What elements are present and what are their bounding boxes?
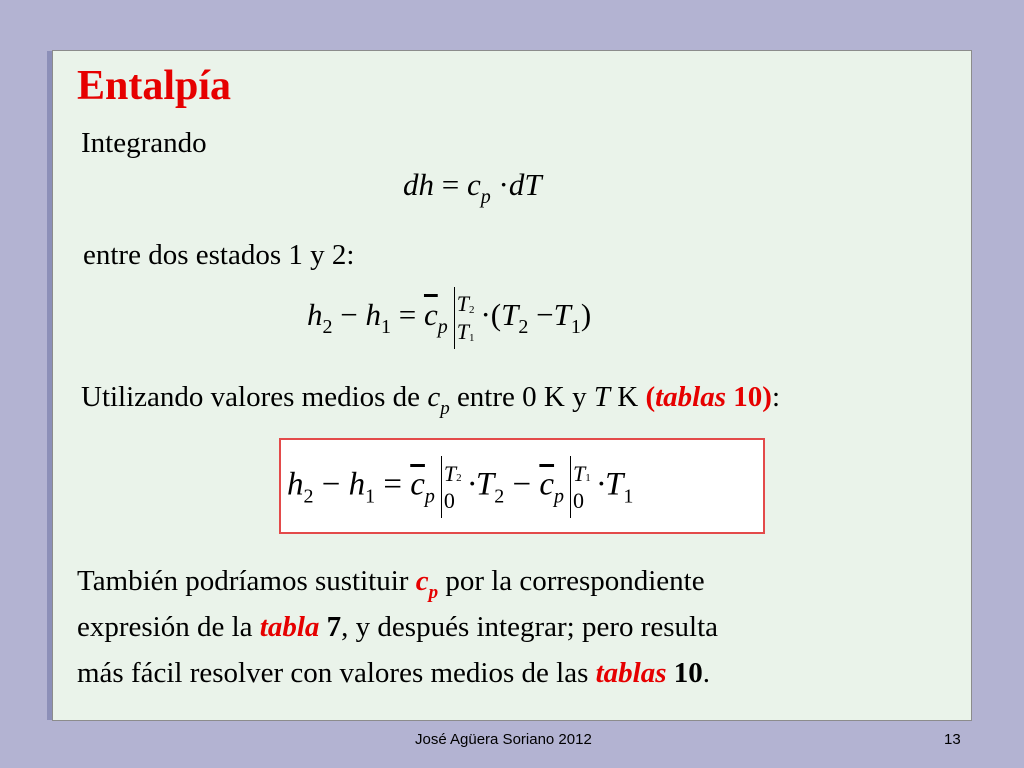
highlighted-equation-box <box>279 438 765 534</box>
slide-panel <box>52 50 972 721</box>
equation-dh: dh = $c_p \cdot dT$ <box>403 167 542 208</box>
evaluation-bar <box>454 287 455 349</box>
paragraph-line-2: expresión de la tabla 7, y después integrar; pero resulta <box>77 611 719 643</box>
footer-author: José Agüera Soriano 2012 <box>415 731 592 748</box>
equation-h2-h1: $h_2 - h_1 = \overline{c}_pT2$ $T1\cdot(T_2 -T_1)$ <box>307 287 591 349</box>
evaluation-bar-2 <box>570 456 571 518</box>
paragraph-line-1: También podríamos sustituir $c_p$ por la correspondiente <box>77 565 705 603</box>
footer-page-number: 13 <box>944 731 961 748</box>
limits-1: T2 0 <box>443 460 462 513</box>
text-integrando: Integrando <box>81 127 207 159</box>
limits-2: T1 0 <box>573 460 591 513</box>
text-entre-estados: entre dos estados 1 y 2: <box>83 239 355 271</box>
paragraph-line-3: más fácil resolver con valores medios de las tablas 10. <box>77 657 711 689</box>
slide-title: Entalpía <box>77 63 232 109</box>
text-utilizando: Utilizando valores medios de $c_p$ entre 0 K y T K (tablas 10): <box>81 381 780 419</box>
equation-mean-values: $h_2 - h_1 = \overline{c}_pT2$ $0 \cdot T_2 - \overline{c}_pT1$ $0 \cdot T_1$ <box>287 456 633 518</box>
evaluation-bar-1 <box>441 456 442 518</box>
integration-limits: T2 T1 <box>456 291 475 344</box>
